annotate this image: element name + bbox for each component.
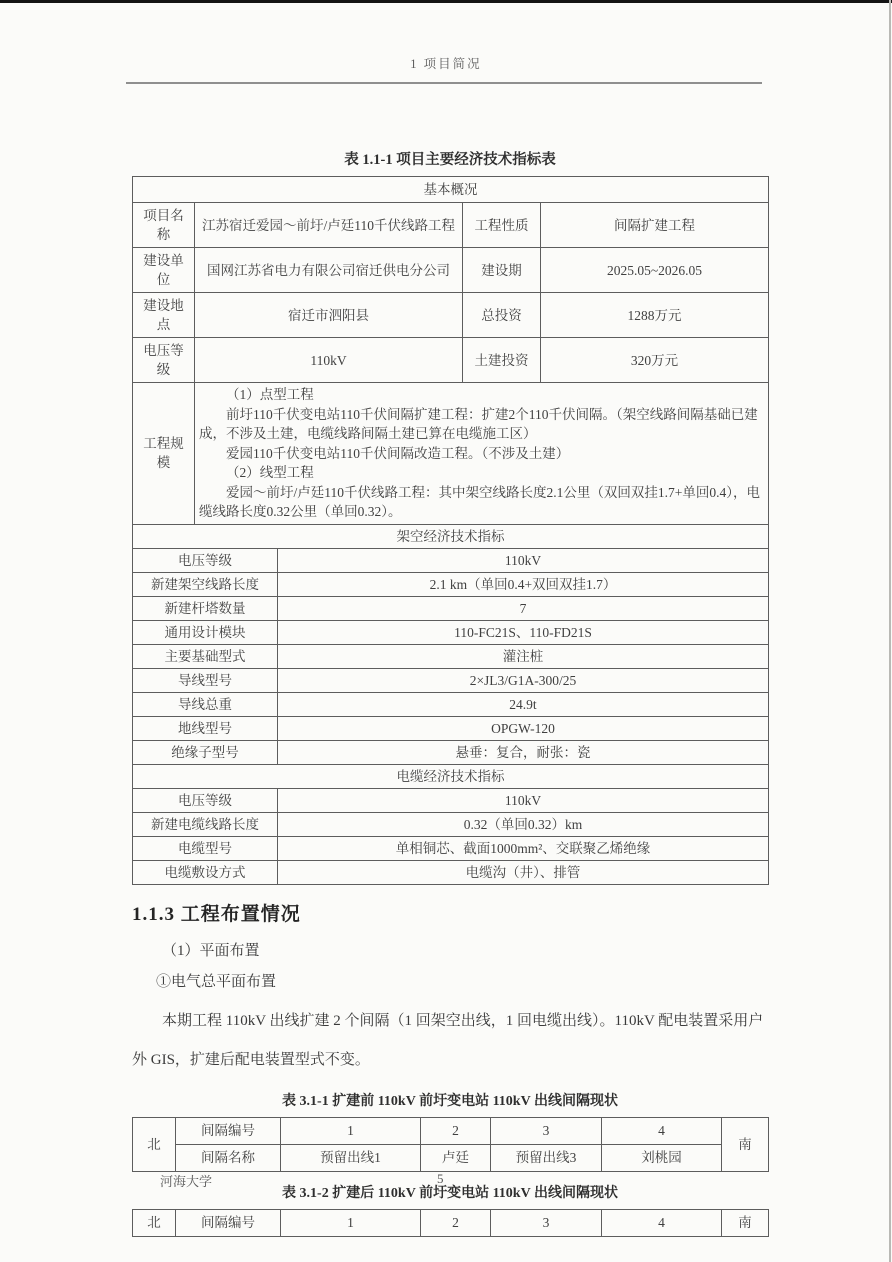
table-economic-overhead: [132, 524, 769, 765]
cell-label: 电缆敷设方式: [133, 860, 278, 884]
cell-label: 电缆型号: [133, 836, 278, 860]
cell-value: 2.1 km（单回0.4+双回双挂1.7）: [278, 572, 769, 596]
cell-bay-number: 2: [421, 1209, 491, 1236]
table-row: [133, 620, 769, 644]
footer-page-number: 5: [437, 1171, 444, 1186]
table-row: [133, 764, 769, 788]
scale-paragraph: （1）点型工程: [226, 387, 314, 402]
cell-bay-number: 1: [281, 1209, 421, 1236]
cell-label: 导线型号: [133, 668, 278, 692]
cell-value: 1288万元: [541, 293, 769, 338]
cell-value: 2025.05~2026.05: [541, 248, 769, 293]
cell-bay-name: 刘桃园: [602, 1144, 722, 1171]
table-row: [133, 812, 769, 836]
cell-value: 320万元: [541, 338, 769, 383]
scale-paragraph: （2）线型工程: [226, 465, 314, 480]
cell-value: 110kV: [278, 788, 769, 812]
cell-value: 110kV: [278, 548, 769, 572]
cell-bay-number: 3: [491, 1209, 602, 1236]
cell-value: OPGW-120: [278, 716, 769, 740]
cell-value: 悬垂：复合，耐张：瓷: [278, 740, 769, 764]
table-economic-basic: [132, 176, 769, 525]
cell-label: 电压等级: [133, 788, 278, 812]
scale-paragraph: 爱园～前圩/卢廷110千伏线路工程：其中架空线路长度2.1公里（双回双挂1.7+单回0.4），电缆线路长度0.32公里（单回0.32）。: [199, 484, 760, 519]
cell-label: 电压等级: [133, 548, 278, 572]
table-bays-after: [132, 1209, 769, 1237]
cell-label: 电压等级: [133, 338, 195, 383]
scale-paragraph: 前圩110千伏变电站110千伏间隔扩建工程：扩建2个110千伏间隔。（架空线路间隔基础已建成，不涉及土建，电缆线路间隔土建已算在电缆施工区）: [199, 406, 758, 441]
cell-value: 江苏宿迁爱园～前圩/卢廷110千伏线路工程: [195, 203, 463, 248]
cell-north: 北: [133, 1117, 176, 1171]
table-1-title: 表 1.1-1 项目主要经济技术指标表: [344, 152, 556, 168]
page-content: [132, 148, 768, 1237]
section-header-basic: 基本概况: [133, 177, 769, 203]
cell-value: 国网江苏省电力有限公司宿迁供电分公司: [195, 248, 463, 293]
cell-value: 110kV: [195, 338, 463, 383]
paragraph-plane-layout: （1）平面布置: [162, 942, 260, 959]
table-row: [133, 338, 769, 383]
cell-label: 地线型号: [133, 716, 278, 740]
section-header-cable: 电缆经济技术指标: [133, 764, 769, 788]
cell-label: 导线总重: [133, 692, 278, 716]
cell-bay-number: 4: [602, 1209, 722, 1236]
cell-label: 新建架空线路长度: [133, 572, 278, 596]
table-row: [133, 203, 769, 248]
cell-label: 新建电缆线路长度: [133, 812, 278, 836]
table-row: [133, 293, 769, 338]
footer-institution: 河海大学: [160, 1174, 213, 1189]
cell-south: 南: [722, 1117, 769, 1171]
cell-label: 间隔编号: [176, 1209, 281, 1236]
cell-value: 电缆沟（井）、排管: [278, 860, 769, 884]
cell-label: 工程性质: [463, 203, 541, 248]
cell-label: 建设期: [463, 248, 541, 293]
table-row: [133, 1144, 769, 1171]
cell-label-project-scale: 工程规模: [133, 383, 195, 525]
cell-bay-number: 1: [281, 1117, 421, 1144]
table-row: [133, 860, 769, 884]
table-row: [133, 524, 769, 548]
cell-label: 通用设计模块: [133, 620, 278, 644]
cell-bay-number: 4: [602, 1117, 722, 1144]
table-row: [133, 572, 769, 596]
cell-label: 土建投资: [463, 338, 541, 383]
table-economic-cable: [132, 764, 769, 885]
cell-label: 项目名称: [133, 203, 195, 248]
table-row: [133, 836, 769, 860]
cell-label: 主要基础型式: [133, 644, 278, 668]
cell-north: 北: [133, 1209, 176, 1236]
cell-label: 间隔编号: [176, 1117, 281, 1144]
cell-value: 110-FC21S、110-FD21S: [278, 620, 769, 644]
cell-bay-number: 2: [421, 1117, 491, 1144]
cell-bay-name: 卢廷: [421, 1144, 491, 1171]
cell-value: 0.32（单回0.32）km: [278, 812, 769, 836]
cell-label: 间隔名称: [176, 1144, 281, 1171]
cell-label: 总投资: [463, 293, 541, 338]
table-bays-before: [132, 1117, 769, 1172]
cell-value: 7: [278, 596, 769, 620]
cell-bay-name: 预留出线3: [491, 1144, 602, 1171]
table-312-title: 表 3.1-2 扩建后 110kV 前圩变电站 110kV 出线间隔现状: [282, 1185, 618, 1201]
cell-project-scale-text: [195, 383, 769, 525]
table-row-project-scale: [133, 383, 769, 525]
scan-top-edge: [0, 0, 892, 3]
table-row: [133, 548, 769, 572]
table-row: [133, 788, 769, 812]
cell-label: 建设单位: [133, 248, 195, 293]
paragraph-body: 本期工程 110kV 出线扩建 2 个间隔（1 回架空出线，1 回电缆出线）。110kV 配电装置采用户外 GIS，扩建后配电装置型式不变。: [132, 1012, 764, 1068]
table-row: [133, 668, 769, 692]
header-rule: [126, 82, 762, 84]
cell-south: 南: [722, 1209, 769, 1236]
section-header-overhead: 架空经济技术指标: [133, 524, 769, 548]
table-row: [133, 692, 769, 716]
cell-value: 2×JL3/G1A-300/25: [278, 668, 769, 692]
cell-bay-number: 3: [491, 1117, 602, 1144]
cell-value: 单相铜芯、截面1000mm²、交联聚乙烯绝缘: [278, 836, 769, 860]
scan-right-edge: [889, 0, 891, 1262]
table-row: [133, 1117, 769, 1144]
cell-bay-name: 预留出线1: [281, 1144, 421, 1171]
cell-value: 间隔扩建工程: [541, 203, 769, 248]
table-row: [133, 644, 769, 668]
table-row: [133, 1209, 769, 1236]
table-row: [133, 248, 769, 293]
cell-label: 新建杆塔数量: [133, 596, 278, 620]
section-heading-113: 1.1.3 工程布置情况: [132, 903, 301, 925]
scale-paragraph: 爱园110千伏变电站110千伏间隔改造工程。（不涉及土建）: [226, 445, 570, 461]
table-row: [133, 716, 769, 740]
table-row: [133, 740, 769, 764]
paragraph-electric-layout: ①电气总平面布置: [156, 973, 277, 990]
cell-value: 24.9t: [278, 692, 769, 716]
table-311-title: 表 3.1-1 扩建前 110kV 前圩变电站 110kV 出线间隔现状: [282, 1093, 618, 1109]
cell-label: 绝缘子型号: [133, 740, 278, 764]
running-header: 1 项目简况: [410, 57, 482, 71]
cell-value: 灌注桩: [278, 644, 769, 668]
table-row: [133, 177, 769, 203]
table-row: [133, 596, 769, 620]
cell-label: 建设地点: [133, 293, 195, 338]
cell-value: 宿迁市泗阳县: [195, 293, 463, 338]
